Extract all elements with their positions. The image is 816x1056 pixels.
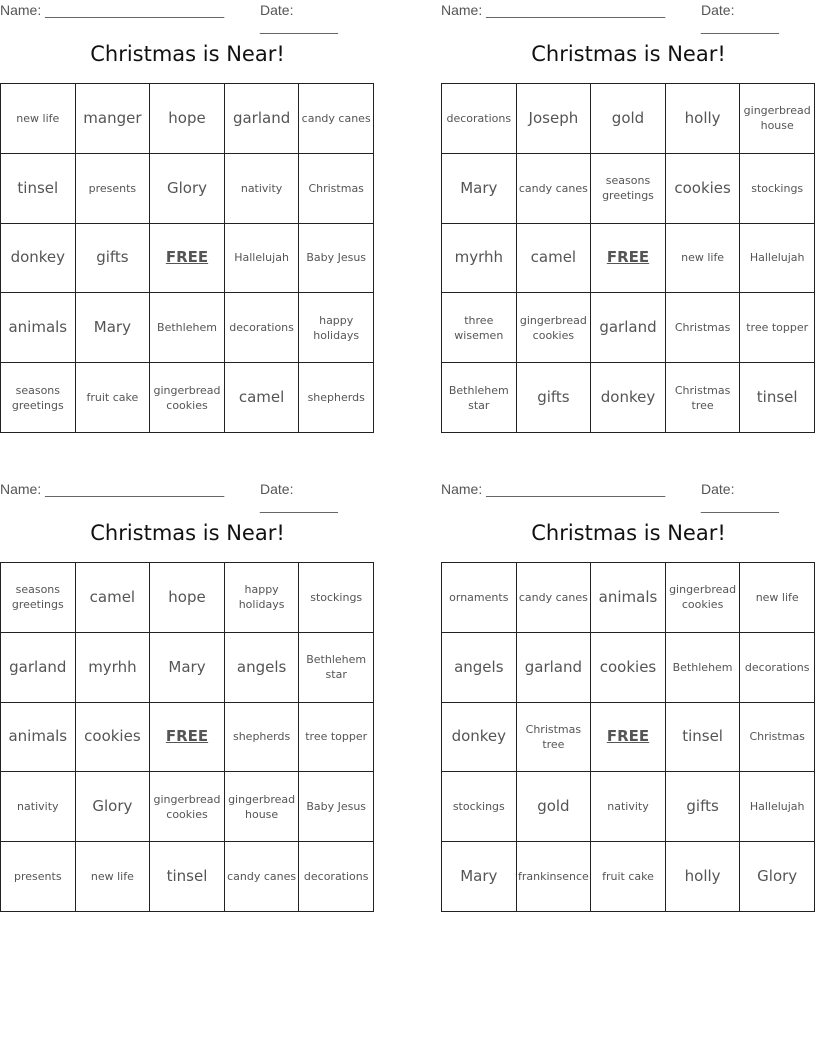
bingo-cell: camel: [225, 363, 300, 433]
bingo-cell: happy holidays: [225, 563, 300, 633]
bingo-card-2: [441, 0, 816, 412]
date-field-label: Date: __________: [260, 481, 338, 513]
bingo-cell: seasons greetings: [1, 563, 76, 633]
bingo-cell: nativity: [225, 154, 300, 224]
bingo-cell: camel: [76, 563, 151, 633]
bingo-cell: hope: [150, 84, 225, 154]
bingo-cell: stockings: [299, 563, 374, 633]
name-field-label: Name: _______________________: [441, 481, 666, 497]
bingo-cell: Glory: [76, 772, 151, 842]
bingo-cell: gingerbread cookies: [150, 363, 225, 433]
bingo-cell: gingerbread house: [740, 84, 815, 154]
free-space-cell: FREE: [591, 703, 666, 773]
bingo-cell: fruit cake: [591, 842, 666, 912]
bingo-cell: Hallelujah: [740, 772, 815, 842]
bingo-cell: seasons greetings: [591, 154, 666, 224]
bingo-grid: [441, 562, 815, 912]
bingo-cell: Mary: [76, 293, 151, 363]
bingo-cell: angels: [225, 633, 300, 703]
bingo-cell: donkey: [1, 224, 76, 294]
bingo-cell: tinsel: [740, 363, 815, 433]
bingo-cell: garland: [591, 293, 666, 363]
bingo-cell: Glory: [150, 154, 225, 224]
card-header: [441, 479, 816, 513]
card-title: Christmas is Near!: [531, 42, 726, 66]
bingo-cell: holly: [666, 842, 741, 912]
bingo-cell: Christmas tree: [666, 363, 741, 433]
bingo-cell: frankinsence: [517, 842, 592, 912]
bingo-cell: Christmas: [666, 293, 741, 363]
card-title: Christmas is Near!: [90, 521, 285, 545]
free-space-cell: FREE: [591, 224, 666, 294]
bingo-cell: shepherds: [225, 703, 300, 773]
bingo-card-1: [0, 0, 375, 412]
bingo-cell: decorations: [740, 633, 815, 703]
bingo-cell: Mary: [442, 842, 517, 912]
bingo-cell: stockings: [740, 154, 815, 224]
bingo-cell: garland: [517, 633, 592, 703]
bingo-cell: Baby Jesus: [299, 224, 374, 294]
bingo-cell: candy canes: [517, 563, 592, 633]
bingo-cell: gold: [517, 772, 592, 842]
bingo-cell: cookies: [76, 703, 151, 773]
bingo-cell: tree topper: [740, 293, 815, 363]
bingo-cell: animals: [1, 293, 76, 363]
bingo-cell: new life: [666, 224, 741, 294]
free-space-cell: FREE: [150, 224, 225, 294]
bingo-cell: Christmas tree: [517, 703, 592, 773]
bingo-cell: Hallelujah: [740, 224, 815, 294]
bingo-cell: new life: [740, 563, 815, 633]
bingo-cell: animals: [591, 563, 666, 633]
bingo-cell: holly: [666, 84, 741, 154]
bingo-cell: manger: [76, 84, 151, 154]
bingo-cell: gingerbread cookies: [150, 772, 225, 842]
bingo-card-3: [0, 479, 375, 886]
bingo-cell: garland: [1, 633, 76, 703]
bingo-cell: candy canes: [225, 842, 300, 912]
bingo-cell: presents: [76, 154, 151, 224]
bingo-cell: myrhh: [76, 633, 151, 703]
bingo-cell: nativity: [591, 772, 666, 842]
card-title: Christmas is Near!: [90, 42, 285, 66]
bingo-cell: tinsel: [666, 703, 741, 773]
bingo-cell: hope: [150, 563, 225, 633]
bingo-cell: decorations: [299, 842, 374, 912]
bingo-cell: Glory: [740, 842, 815, 912]
bingo-cell: myrhh: [442, 224, 517, 294]
card-title: Christmas is Near!: [531, 521, 726, 545]
bingo-cell: presents: [1, 842, 76, 912]
bingo-grid: [441, 83, 815, 433]
bingo-grid: [0, 83, 374, 433]
bingo-cell: cookies: [591, 633, 666, 703]
bingo-cell: seasons greetings: [1, 363, 76, 433]
bingo-cell: gingerbread house: [225, 772, 300, 842]
bingo-cell: Hallelujah: [225, 224, 300, 294]
bingo-cell: gifts: [517, 363, 592, 433]
bingo-cell: decorations: [442, 84, 517, 154]
date-field-label: Date: __________: [701, 2, 779, 34]
bingo-cell: fruit cake: [76, 363, 151, 433]
card-header: [0, 0, 375, 34]
bingo-cell: candy canes: [299, 84, 374, 154]
name-field-label: Name: _______________________: [0, 481, 225, 497]
bingo-cell: decorations: [225, 293, 300, 363]
bingo-cell: new life: [1, 84, 76, 154]
bingo-cell: nativity: [1, 772, 76, 842]
bingo-cell: Baby Jesus: [299, 772, 374, 842]
bingo-cell: gifts: [76, 224, 151, 294]
bingo-cell: Christmas: [740, 703, 815, 773]
bingo-cell: ornaments: [442, 563, 517, 633]
bingo-cell: gingerbread cookies: [666, 563, 741, 633]
bingo-cell: camel: [517, 224, 592, 294]
bingo-card-4: [441, 479, 816, 886]
name-field-label: Name: _______________________: [0, 2, 225, 18]
bingo-cell: Bethlehem: [666, 633, 741, 703]
free-space-cell: FREE: [150, 703, 225, 773]
bingo-cell: garland: [225, 84, 300, 154]
bingo-cell: happy holidays: [299, 293, 374, 363]
date-field-label: Date: __________: [260, 2, 338, 34]
bingo-cell: donkey: [442, 703, 517, 773]
bingo-cell: cookies: [666, 154, 741, 224]
bingo-cell: gold: [591, 84, 666, 154]
bingo-cell: Bethlehem star: [442, 363, 517, 433]
bingo-cell: tree topper: [299, 703, 374, 773]
bingo-cell: Bethlehem star: [299, 633, 374, 703]
date-field-label: Date: __________: [701, 481, 779, 513]
bingo-cell: donkey: [591, 363, 666, 433]
bingo-cell: Christmas: [299, 154, 374, 224]
bingo-cell: new life: [76, 842, 151, 912]
name-field-label: Name: _______________________: [441, 2, 666, 18]
card-header: [441, 0, 816, 34]
bingo-cell: angels: [442, 633, 517, 703]
bingo-cell: Mary: [442, 154, 517, 224]
bingo-cell: three wisemen: [442, 293, 517, 363]
bingo-cell: animals: [1, 703, 76, 773]
bingo-cell: Mary: [150, 633, 225, 703]
bingo-cell: gingerbread cookies: [517, 293, 592, 363]
bingo-cell: gifts: [666, 772, 741, 842]
bingo-cell: Bethlehem: [150, 293, 225, 363]
card-header: [0, 479, 375, 513]
bingo-grid: [0, 562, 374, 912]
bingo-cell: tinsel: [150, 842, 225, 912]
bingo-cell: Joseph: [517, 84, 592, 154]
bingo-cell: candy canes: [517, 154, 592, 224]
bingo-cell: tinsel: [1, 154, 76, 224]
bingo-cell: stockings: [442, 772, 517, 842]
bingo-cell: shepherds: [299, 363, 374, 433]
